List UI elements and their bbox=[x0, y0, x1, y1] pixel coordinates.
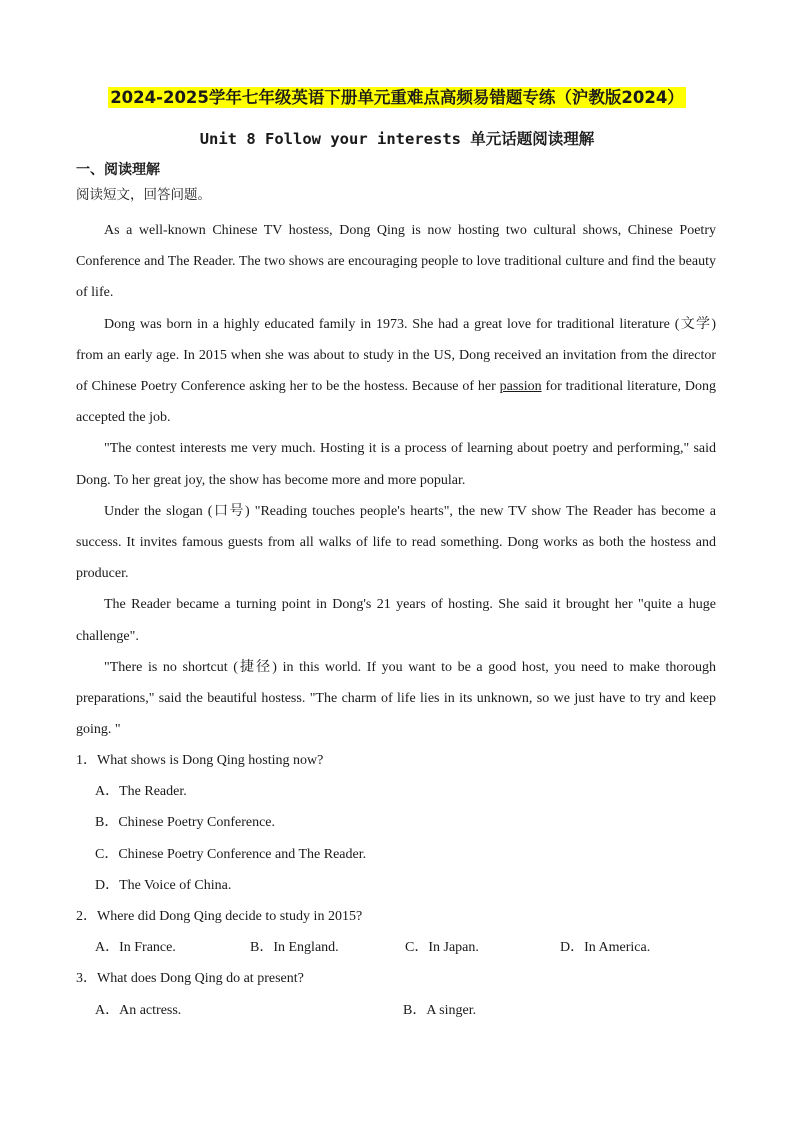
question-3-option-a: A．An actress. bbox=[95, 1002, 182, 1018]
question-3-option-b: B．A singer. bbox=[403, 1002, 477, 1018]
question-3-options bbox=[76, 995, 716, 1026]
question-2-options bbox=[76, 932, 716, 963]
question-2-option-a: A．In France. bbox=[95, 940, 176, 956]
passage-paragraph-1: As a well-known Chinese TV hostess, Dong Qing is now hosting two cultural shows, Chinese Poetry Conference and The Reader. The two shows are encouraging people to love traditional culture and find the beauty of life. bbox=[76, 223, 716, 301]
question-1-option-a: A．The Reader. bbox=[95, 784, 187, 800]
question-1-option-c: C．Chinese Poetry Conference and The Reader. bbox=[95, 846, 367, 862]
underlined-word-passion: passion bbox=[499, 379, 542, 395]
reading-passage bbox=[76, 215, 716, 745]
question-3-stem: 3．What does Dong Qing do at present? bbox=[76, 971, 304, 987]
question-1-option-b: B．Chinese Poetry Conference. bbox=[95, 815, 276, 831]
passage-paragraph-2 bbox=[76, 309, 716, 434]
paragraph-2-text-a: Dong was born in a highly educated family in 1973. She had a great love for traditional literature (文学) from an early age. In 2015 when she was about to study in the US, Dong received an invitation from the director of Chinese Poetry Conference asking her to be the hostess. Because of her bbox=[76, 316, 716, 395]
question-1-option-d: D．The Voice of China. bbox=[95, 877, 232, 893]
question-2-option-b: B．In England. bbox=[250, 940, 339, 956]
unit-subtitle: Unit 8 Follow your interests 单元话题阅读理解 bbox=[199, 130, 595, 148]
question-list bbox=[76, 745, 716, 1026]
passage-paragraph-5: The Reader became a turning point in Dong's 21 years of hosting. She said it brought her "quite a huge challenge". bbox=[76, 597, 716, 644]
question-2-option-c: C．In Japan. bbox=[405, 940, 479, 956]
reading-instruction: 阅读短文，回答问题。 bbox=[76, 187, 211, 203]
document-title-text: 2024-2025学年七年级英语下册单元重难点高频易错题专练（沪教版2024） bbox=[110, 88, 684, 107]
question-1-stem: 1．What shows is Dong Qing hosting now? bbox=[76, 753, 324, 768]
passage-paragraph-6: "There is no shortcut (捷径) in this world. If you want to be a good host, you need to make thorough preparations," said the beautiful hostess. "The charm of life lies in its unknown, so we just have to try and keep going. " bbox=[76, 659, 716, 738]
passage-paragraph-4: Under the slogan (口号) "Reading touches people's hearts", the new TV show The Reader has become a success. It invites famous guests from all walks of life to read something. Dong works as both the hostess and producer. bbox=[76, 503, 716, 582]
section-heading: 一、阅读理解 bbox=[76, 162, 160, 178]
question-2-stem: 2．Where did Dong Qing decide to study in 2015? bbox=[76, 909, 363, 925]
passage-paragraph-3: "The contest interests me very much. Hosting it is a process of learning about poetry and performing," said Dong. To her great joy, the show has become more and more popular. bbox=[76, 441, 716, 488]
paragraph-2-text-b: for traditional literature, Dong accepted the job. bbox=[76, 379, 716, 426]
document-title bbox=[0, 86, 794, 110]
question-2-option-d: D．In America. bbox=[560, 940, 651, 956]
